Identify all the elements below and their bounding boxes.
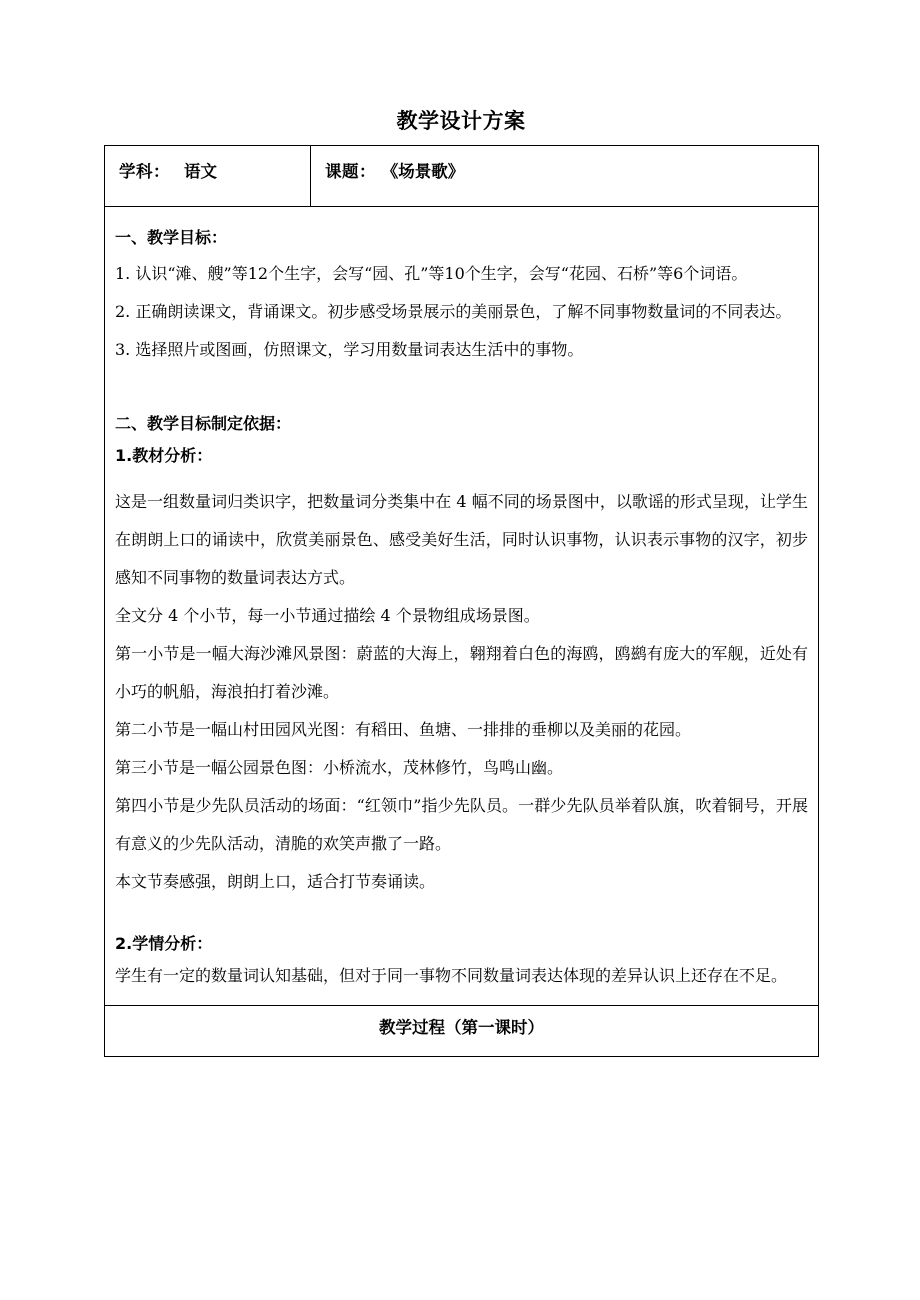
section-spacer (115, 901, 808, 923)
table-row-footer (105, 1006, 819, 1057)
objectives-heading: 一、教学目标： (115, 228, 228, 247)
material-analysis-paragraph: 本文节奏感强，朗朗上口，适合打节奏诵读。 (115, 872, 436, 891)
material-analysis-paragraph: 这是一组数量词归类识字，把数量词分类集中在 4 幅不同的场景图中，以歌谣的形式呈现，让学生在朗朗上口的诵读中，欣赏美丽景色、感受美好生活，同时认识事物，认识表示事物的汉字，初步感知不同事物的数量词表达方式。 (115, 492, 808, 587)
section-spacer (115, 369, 808, 403)
subject-cell (105, 146, 311, 207)
topic-value: 《场景歌》 (390, 162, 465, 181)
lesson-plan-table (104, 145, 819, 1057)
student-analysis-paragraph: 学生有一定的数量词认知基础，但对于同一事物不同数量词表达体现的差异认识上还存在不足。 (115, 966, 788, 985)
table-row-body (105, 207, 819, 1006)
teaching-process-label: 教学过程（第一课时） (379, 1018, 544, 1037)
objective-item: 3. 选择照片或图画，仿照课文，学习用数量词表达生活中的事物。 (115, 340, 584, 359)
page-title: 教学设计方案 (396, 109, 526, 133)
topic-cell (311, 146, 819, 207)
material-analysis-paragraph: 第一小节是一幅大海沙滩风景图：蔚蓝的大海上，翱翔着白色的海鸥，鸥鹚有庞大的军舰，近处有小巧的帆船，海浪拍打着沙滩。 (115, 644, 808, 701)
student-analysis-heading: 2.学情分析： (115, 934, 213, 953)
basis-heading: 二、教学目标制定依据： (115, 414, 292, 433)
material-analysis-heading: 1.教材分析： (115, 446, 213, 465)
teaching-process-cell (105, 1006, 819, 1057)
material-analysis-paragraph: 第二小节是一幅山村田园风光图：有稻田、鱼塘、一排排的垂柳以及美丽的花园。 (115, 720, 692, 739)
table-row-header (105, 146, 819, 207)
heading-spacer (115, 473, 808, 483)
material-analysis-paragraph: 第三小节是一幅公园景色图：小桥流水，茂林修竹，鸟鸣山幽。 (115, 758, 564, 777)
topic-label: 课题： (325, 162, 376, 181)
subject-label: 学科： (119, 162, 170, 181)
subject-value: 语文 (184, 162, 217, 181)
material-analysis-paragraph: 第四小节是少先队员活动的场面：“红领巾”指少先队员。一群少先队员举着队旗，吹着铜号，开展有意义的少先队活动，清脆的欢笑声撒了一路。 (115, 796, 808, 853)
lesson-body-cell (105, 207, 819, 1006)
objective-item: 2. 正确朗读课文，背诵课文。初步感受场景展示的美丽景色，了解不同事物数量词的不同表达。 (115, 302, 792, 321)
material-analysis-paragraph: 全文分 4 个小节，每一小节通过描绘 4 个景物组成场景图。 (115, 606, 540, 625)
objective-item: 1. 认识“滩、艘”等12个生字，会写“园、孔”等10个生字，会写“花园、石桥”等6个词语。 (115, 264, 748, 283)
